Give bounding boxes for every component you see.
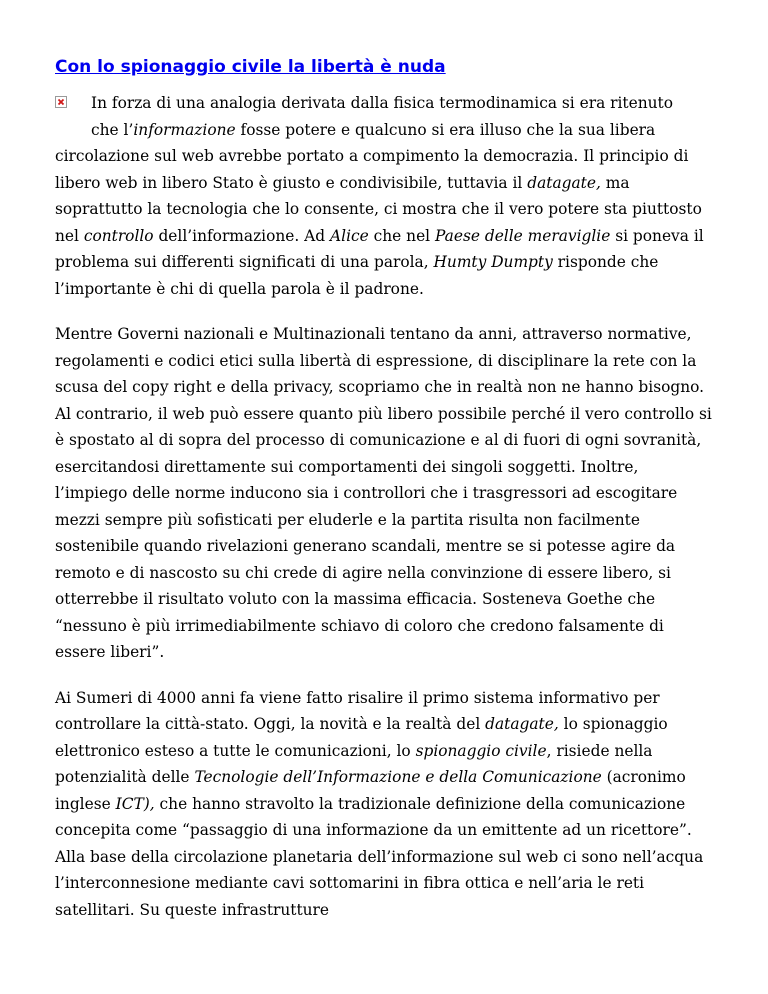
article-title-text[interactable]: Con lo spionaggio civile la libertà è nuda <box>55 57 446 77</box>
paragraph-1-line-2c: fosse potere e qualcuno si era illuso che la sua libera <box>235 120 656 139</box>
paragraph-3-e: , risiede nella potenzialità delle <box>55 741 653 786</box>
paragraph-3-a: Ai Sumeri di 4000 anni fa viene fatto risalire il primo sistema informativo per controllare la città-stato. Oggi, la novità e la realtà del <box>55 688 660 733</box>
paragraph-1-rest-g: che nel <box>368 226 435 245</box>
paragraph-1-line-2a: che l’ <box>91 120 134 139</box>
emphasis-tecnologie: Tecnologie dell’Informazione e della Comunicazione <box>194 768 602 786</box>
paragraph-3-g: (acronimo inglese <box>55 768 686 813</box>
emphasis-alice: Alice <box>330 226 369 245</box>
paragraph-2: Mentre Governi nazionali e Multinazionali tentano da anni, attraverso normative, regolamenti e codici etici sulla libertà di espressione, di disciplinare la rete con la scusa del copy right e della privacy, scopriamo che in realtà non ne hanno bisogno. Al contrario, il web può essere quanto più libero possibile perché il vero controllo si è spostato al di sopra del processo di comunicazione e al di fuori di ogni sovranità, esercitandosi direttamente sui comportamenti dei singoli soggetti. Inoltre, l’impiego delle norme inducono sia i controllori che i trasgressori ad escogitare mezzi sempre più sofisticati per eluderle e la partita risulta non facilmente sostenibile quando rivelazioni generano scandali, mentre se si potesse agire da remoto e di nascosto su chi crede di agire nella convinzione di essere libero, si otterrebbe il risultato voluto con la massima efficacia. Sosteneva Goethe che “nessuno è più irrimediabilmente schiavo di coloro che credono falsamente di essere liberi”. <box>55 325 712 661</box>
article-title-link[interactable] <box>55 54 715 80</box>
emphasis-datagate: datagate, <box>527 173 601 192</box>
paragraph-3 <box>55 685 715 924</box>
broken-image-icon <box>55 96 67 108</box>
paragraph-3-c: lo spionaggio elettronico esteso a tutte le comunicazioni, lo <box>55 715 668 760</box>
emphasis-datagate-2: datagate, <box>485 715 559 733</box>
paragraph-1-rest-k: risponde che l’importante è chi di quella parola è il padrone. <box>55 253 659 298</box>
paragraph-1-rest-i: si poneva il problema sui differenti significati di una parola, <box>55 226 704 271</box>
emphasis-ict: ICT), <box>115 794 155 813</box>
emphasis-humty-dumpty: Humty Dumpty <box>433 253 553 271</box>
paragraph-1-line-1: In forza di una analogia derivata dalla fisica termodinamica si era ritenuto <box>91 94 673 112</box>
emphasis-spionaggio-civile: spionaggio civile <box>415 741 547 760</box>
paragraph-1-rest-a: circolazione sul web avrebbe portato a compimento la democrazia. Il principio di libero web in libero Stato è giusto e condivisibile, tuttavia il <box>55 147 689 192</box>
article <box>55 54 715 923</box>
paragraph-1 <box>55 90 715 302</box>
emphasis-controllo: controllo <box>83 226 154 245</box>
paragraph-1-rest-e: dell’informazione. Ad <box>153 226 331 245</box>
broken-image-x-icon <box>57 98 65 106</box>
emphasis-informazione: informazione <box>133 120 236 139</box>
paragraph-1-rest-c: ma soprattutto la tecnologia che lo consente, ci mostra che il vero potere sta piuttosto nel <box>55 173 702 245</box>
emphasis-paese-meraviglie: Paese delle meraviglie <box>435 226 611 245</box>
paragraph-3-i: che hanno stravolto la tradizionale definizione della comunicazione concepita come “passaggio di una informazione da un emittente ad un ricettore”. Alla base della circolazione planetaria dell’informazione sul web ci sono nell’acqua l’interconnesione mediante cavi sottomarini in fibra ottica e nell’aria le reti satellitari. Su queste infrastrutture <box>55 794 704 919</box>
